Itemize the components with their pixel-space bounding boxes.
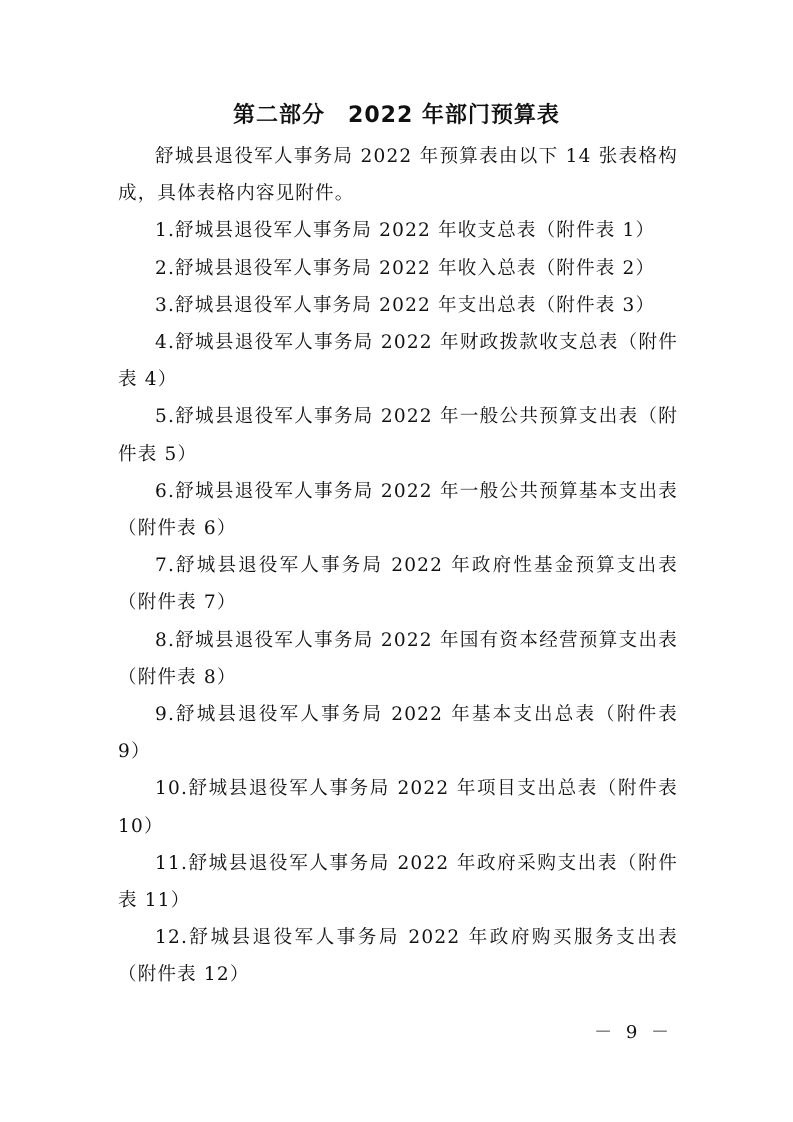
list-item: 2.舒城县退役军人事务局 2022 年收入总表（附件表 2） [155, 257, 656, 279]
list-item: 7.舒城县退役军人事务局 2022 年政府性基金预算支出表（附件表 7） [118, 555, 678, 614]
list-item: 3.舒城县退役军人事务局 2022 年支出总表（附件表 3） [155, 294, 656, 316]
list-item: 5.舒城县退役军人事务局 2022 年一般公共预算支出表（附件表 5） [118, 406, 678, 465]
list-item: 12.舒城县退役军人事务局 2022 年政府购买服务支出表（附件表 12） [118, 927, 678, 986]
intro-paragraph: 舒城县退役军人事务局 2022 年预算表由以下 14 张表格构成，具体表格内容见附件。 [118, 146, 678, 205]
page-title: 第二部分 2022 年部门预算表 [233, 103, 560, 128]
list-item: 1.舒城县退役军人事务局 2022 年收支总表（附件表 1） [155, 220, 656, 242]
list-item: 6.舒城县退役军人事务局 2022 年一般公共预算基本支出表（附件表 6） [118, 480, 678, 540]
list-item: 8.舒城县退役军人事务局 2022 年国有资本经营预算支出表（附件表 8） [118, 629, 678, 688]
list-item: 4.舒城县退役军人事务局 2022 年财政拨款收支总表（附件表 4） [118, 332, 678, 391]
page-number: － 9 － [594, 1022, 673, 1043]
list-item: 10.舒城县退役军人事务局 2022 年项目支出总表（附件表 10） [118, 778, 678, 837]
list-item: 9.舒城县退役军人事务局 2022 年基本支出总表（附件表 9） [118, 704, 678, 763]
list-item: 11.舒城县退役军人事务局 2022 年政府采购支出表（附件表 11） [118, 852, 678, 912]
body-text [118, 138, 678, 994]
